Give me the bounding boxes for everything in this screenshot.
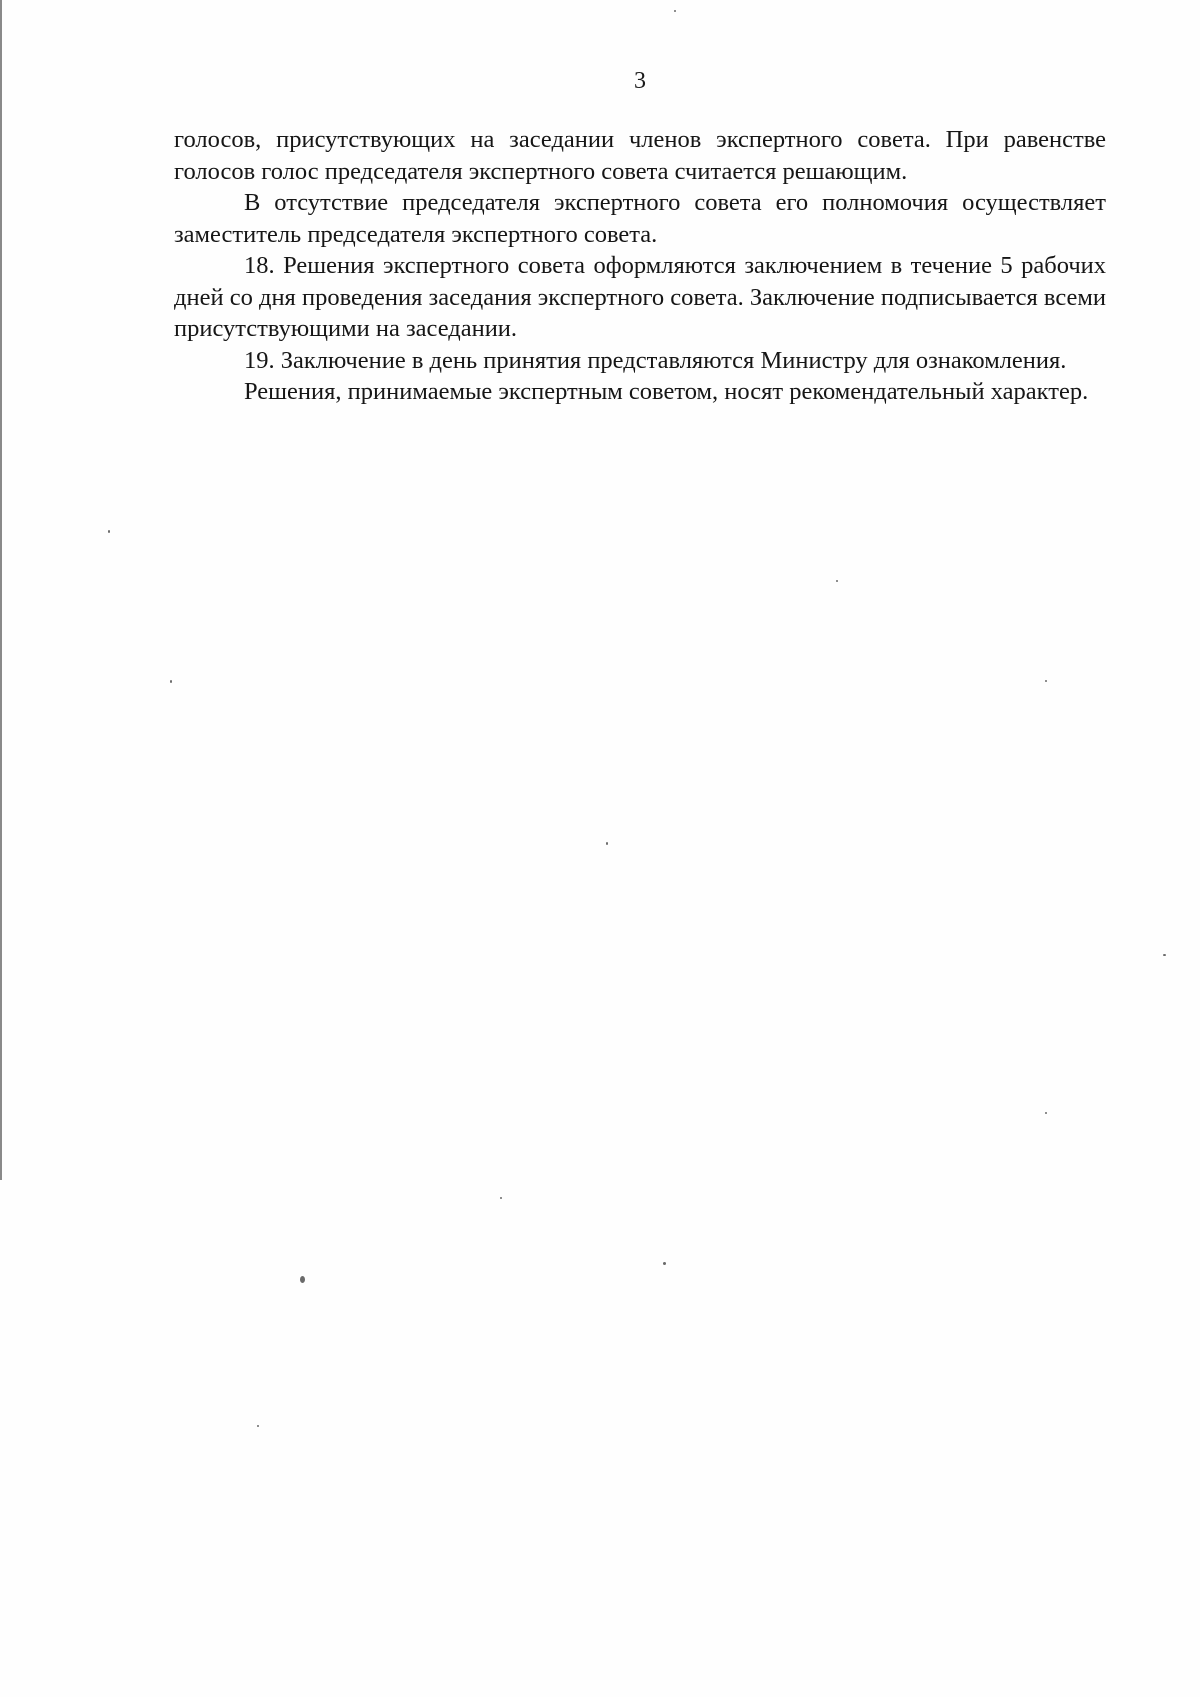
scan-speck (500, 1197, 502, 1199)
page-number: 3 (634, 68, 646, 94)
scan-speck (1045, 1112, 1047, 1114)
scan-speck (606, 842, 608, 845)
scan-speck (170, 680, 172, 683)
scan-edge-line (0, 0, 2, 1180)
scan-speck (1045, 680, 1047, 682)
paragraph-recommendation: Решения, принимаемые экспертным советом, носят рекомендательный характер. (244, 378, 1089, 405)
document-body (174, 124, 1106, 408)
scan-speck (257, 1425, 259, 1427)
scan-speck (663, 1262, 666, 1265)
scan-speck (674, 10, 676, 12)
paragraph-votes: голосов, присутствующих на заседании членов экспертного совета. При равенстве голосов голос председателя экспертного совета считается решающим. (174, 126, 1106, 185)
scan-speck (836, 580, 838, 582)
paragraph-item-19: 19. Заключение в день принятия представляются Министру для ознакомления. (244, 346, 1067, 374)
scan-speck (300, 1276, 305, 1283)
paragraph-deputy-chair: В отсутствие председателя экспертного совета его полномочия осуществляет заместитель председателя экспертного совета. (174, 189, 1106, 248)
paragraph-item-18: 18. Решения экспертного совета оформляются заключением в течение 5 рабочих дней со дня проведения заседания экспертного совета. Заключение подписывается всеми присутствующими на заседании. (174, 252, 1106, 342)
scan-speck (1163, 954, 1166, 956)
scan-speck (108, 530, 110, 533)
